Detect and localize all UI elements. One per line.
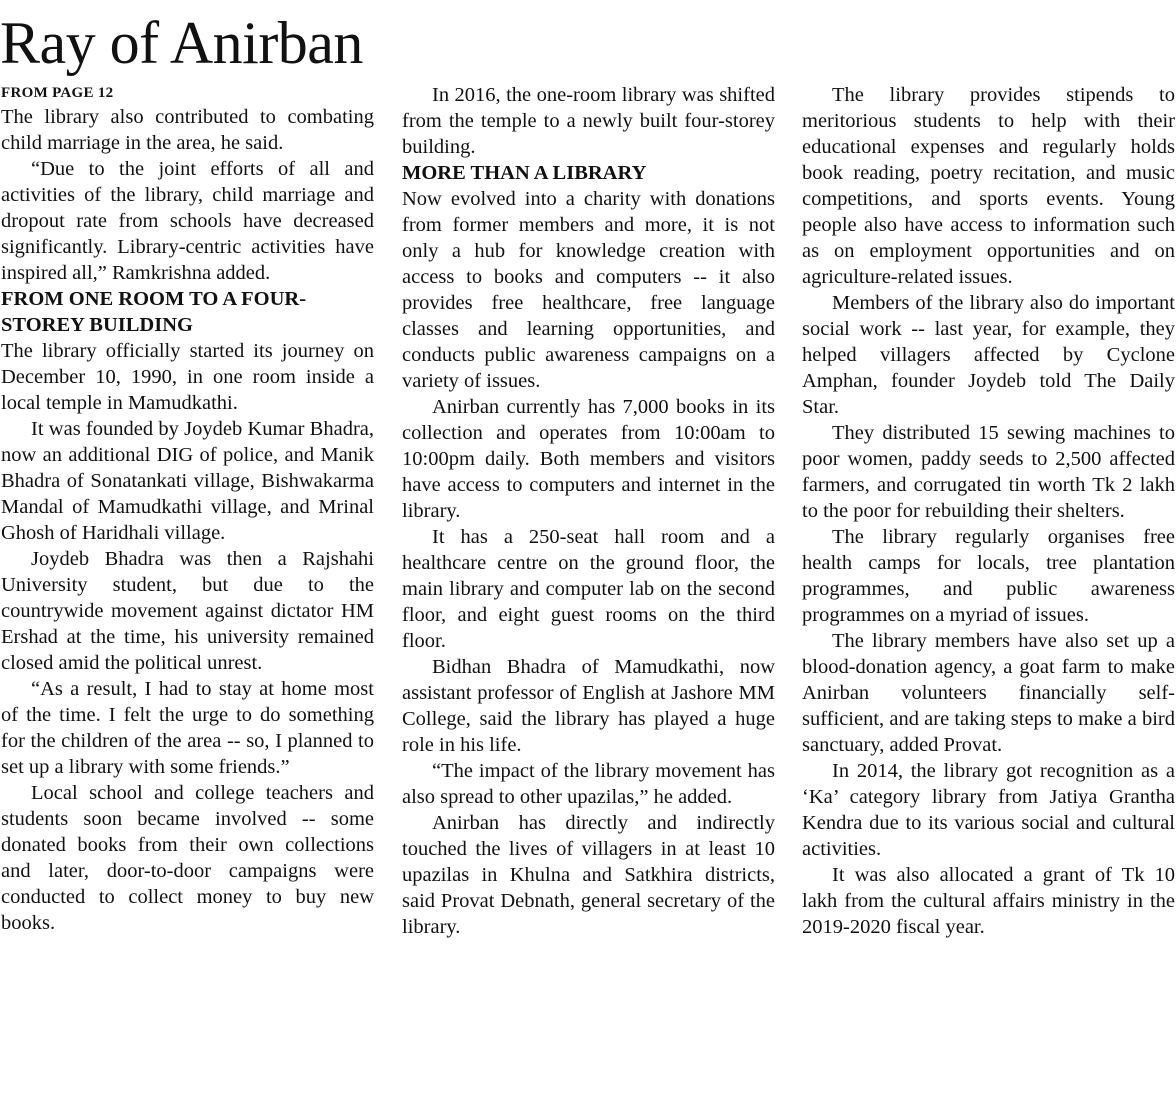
paragraph: The library also contributed to combating child marriage in the area, he said.	[1, 106, 374, 154]
paragraph: Bidhan Bhadra of Mamudkathi, now assistant professor of English at Jashore MM College, said the library has played a huge role in his life.	[402, 656, 775, 756]
paragraph: Members of the library also do important social work -- last year, for example, they helped villagers affected by Cyclone Amphan, founder Joydeb told The Daily Star.	[802, 292, 1175, 418]
paragraph: In 2014, the library got recognition as a ‘Ka’ category library from Jatiya Grantha Kendra due to its various social and cultural activities.	[802, 760, 1175, 860]
paragraph: It was founded by Joydeb Kumar Bhadra, now an additional DIG of police, and Manik Bhadra of Sonatankati village, Bishwakarma Mandal of Mamudkathi village, and Mrinal Ghosh of Haridhali village.	[1, 418, 374, 544]
article-column-2	[402, 82, 775, 940]
paragraph: “As a result, I had to stay at home most of the time. I felt the urge to do something for the children of the area -- so, I planned to set up a library with some friends.”	[1, 678, 374, 778]
paragraph: The library members have also set up a blood-donation agency, a goat farm to make Anirban volunteers financially self-sufficient, and are taking steps to make a bird sanctuary, added Provat.	[802, 630, 1175, 756]
article-column-1	[1, 82, 374, 936]
paragraph: Local school and college teachers and students soon became involved -- some donated books from their own collections and later, door-to-door campaigns were conducted to collect money to buy new books.	[1, 782, 374, 934]
article-column-3	[802, 82, 1175, 940]
subheading: MORE THAN A LIBRARY	[402, 162, 647, 184]
subheading: FROM ONE ROOM TO A FOUR-STOREY BUILDING	[1, 288, 307, 336]
paragraph: It was also allocated a grant of Tk 10 lakh from the cultural affairs ministry in the 2019-2020 fiscal year.	[802, 864, 1175, 938]
paragraph: It has a 250-seat hall room and a healthcare centre on the ground floor, the main library and computer lab on the second floor, and eight guest rooms on the third floor.	[402, 526, 775, 652]
paragraph: “The impact of the library movement has also spread to other upazilas,” he added.	[402, 760, 775, 808]
continued-from-label: FROM PAGE 12	[1, 85, 114, 101]
headline: Ray of Anirban	[0, 10, 363, 76]
paragraph: They distributed 15 sewing machines to poor women, paddy seeds to 2,500 affected farmers, and corrugated tin worth Tk 2 lakh to the poor for rebuilding their shelters.	[802, 422, 1175, 522]
paragraph: Anirban has directly and indirectly touched the lives of villagers in at least 10 upazilas in Khulna and Satkhira districts, said Provat Debnath, general secretary of the library.	[402, 812, 775, 938]
paragraph: The library provides stipends to meritorious students to help with their educational expenses and regularly holds book reading, poetry recitation, and music competitions, and sports events. Young people also have access to information such as on employment opportunities and on agriculture-related issues.	[802, 84, 1175, 288]
paragraph: Joydeb Bhadra was then a Rajshahi University student, but due to the countrywide movement against dictator HM Ershad at the time, his university remained closed amid the political unrest.	[1, 548, 374, 674]
paragraph: “Due to the joint efforts of all and activities of the library, child marriage and dropout rate from schools have decreased significantly. Library-centric activities have inspired all,” Ramkrishna added.	[1, 158, 374, 284]
paragraph: The library officially started its journey on December 10, 1990, in one room inside a local temple in Mamudkathi.	[1, 340, 374, 414]
paragraph: In 2016, the one-room library was shifted from the temple to a newly built four-storey building.	[402, 84, 775, 158]
paragraph: The library regularly organises free health camps for locals, tree plantation programmes, and public awareness programmes on a myriad of issues.	[802, 526, 1175, 626]
paragraph: Now evolved into a charity with donations from former members and more, it is not only a hub for knowledge creation with access to books and computers -- it also provides free healthcare, free language classes and learning opportunities, and conducts public awareness campaigns on a variety of issues.	[402, 188, 775, 392]
paragraph: Anirban currently has 7,000 books in its collection and operates from 10:00am to 10:00pm daily. Both members and visitors have access to computers and internet in the library.	[402, 396, 775, 522]
